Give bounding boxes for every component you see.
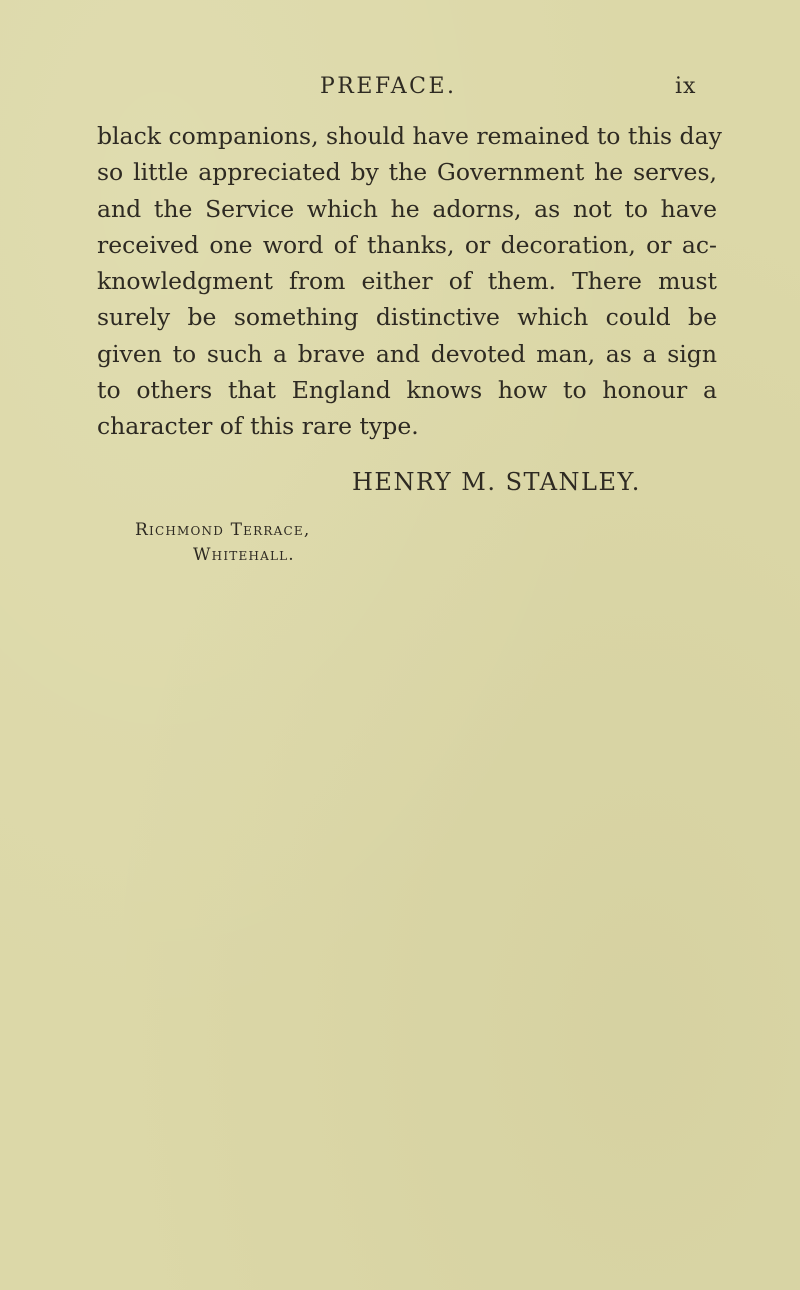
text-line: received one word of thanks, or decoration, or ac- (97, 230, 717, 259)
running-title: PREFACE. (320, 74, 457, 99)
running-head (0, 74, 800, 104)
address-line: Whitehall. (193, 545, 295, 565)
text-line: character of this rare type. (97, 412, 419, 441)
text-line: given to such a brave and devoted man, as a sign (97, 339, 717, 368)
text-line: surely be something distinctive which could be (97, 303, 717, 332)
body-text (97, 118, 722, 445)
text-line: and the Service which he adorns, as not to have (97, 194, 717, 223)
page-number: ix (675, 74, 697, 99)
address-line: Richmond Terrace, (135, 520, 311, 540)
author-signature: HENRY M. STANLEY. (352, 468, 641, 496)
text-line: black companions, should have remained to this day (97, 122, 722, 150)
text-line: knowledgment from either of them. There must (97, 267, 717, 296)
text-line: to others that England knows how to honour a (97, 376, 717, 405)
text-line: so little appreciated by the Government he serves, (97, 158, 717, 187)
